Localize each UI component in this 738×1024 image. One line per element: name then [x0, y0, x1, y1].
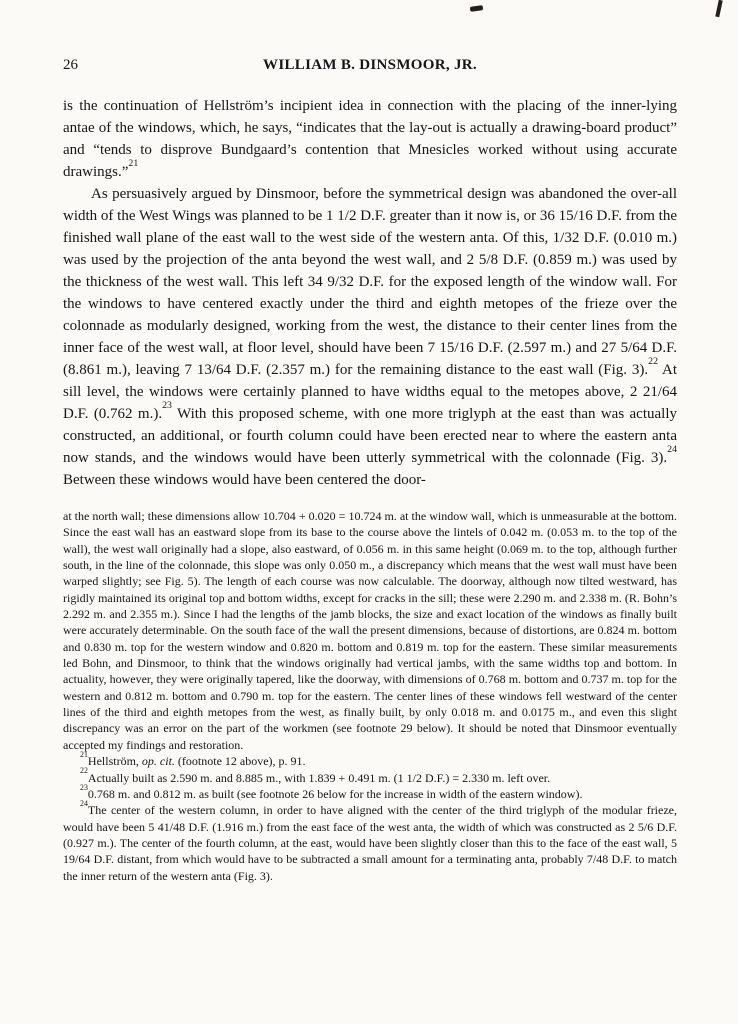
body-text: [63, 95, 677, 491]
footnote-ref: 21: [128, 157, 139, 169]
footnote-ref: 23: [162, 399, 172, 411]
footnote-ref: 24: [667, 443, 677, 455]
text-run: The center of the western column, in order to have aligned with the center of the third triglyph of the modular frieze, would have been 5 41/48 D.F. (1.916 m.) from the east face of the west anta, the width of which was constructed as 2 5/6 D.F. (0.927 m.). The center of the fourth column, at the east, would have been slightly closer than this to the face of the east wall, 5 19/64 D.F. distant, from which would have to be subtracted a small amount for a terminating anta, probably 7/48 D.F. to match the inner return of the western anta (Fig. 3).: [63, 803, 677, 883]
footnote-marker: 22: [80, 766, 88, 776]
running-title: WILLIAM B. DINSMOOR, JR.: [263, 57, 477, 73]
text-run: At sill level, the windows were certainly planned to have widths equal to the metopes above, 2 21/64 D.F. (0.762 m.).: [63, 362, 677, 422]
text-run: at the north wall; these dimensions allow 10.704 + 0.020 = 10.724 m. at the window wall, which is unmeasurable at the bottom. Since the east wall has an eastward slope from its base to the course above the lintels of 0.042 m. (0.053 m. to the top of the wall), the west wall originally had a slope, also eastward, of 0.056 m. in this same height (0.069 m. to the top, although further south, in the line of the colonnade, this slope was only 0.050 m., a discrepancy which means that the west wall must have been warped slightly; see Fig. 5). The length of each course was now calculable. The doorway, although now tilted westward, has rigidly maintained its original top and bottom widths, except for cracks in the sill; these were 2.290 m. and 2.338 m. (R. Bohn’s 2.292 m. and 2.355 m.). Since I had the lengths of the jamb blocks, the size and exact location of the windows as finally built were accurately determinable. On the south face of the wall the present dimensions, because of distortions, are 0.824 m. bottom and 0.830 m. top for the western window and 0.820 m. bottom and 0.819 m. top for the eastern. These similar measurements led Bohn, and Dinsmoor, to think that the windows originally had vertical jambs, with the same widths top and bottom. In actuality, however, they were originally tapered, like the doorway, with dimensions of 0.768 m. bottom and 0.737 m. top for the western and 0.812 m. bottom and 0.790 m. top for the eastern. The center lines of these windows fell westward of the center lines of the third and eighth metopes from the west, as finally built, by only 0.018 m. and 0.0175 m., and even this slight discrepancy was an error on the part of the workmen (see footnote 29 below). It should be noted that Dinsmoor eventually accepted my findings and restoration.: [63, 509, 677, 752]
page-number: 26: [63, 57, 78, 73]
footnote-marker: 24: [80, 798, 88, 808]
text-run: Hellström,: [87, 754, 142, 769]
footnote: [63, 749, 677, 769]
text-run: Actually built as 2.590 m. and 8.885 m., with 1.839 + 0.491 m. (1 1/2 D.F.) = 2.330 m. left over.: [87, 770, 551, 785]
footnote: [63, 782, 677, 802]
text-run: With this proposed scheme, with one more triglyph at the east than was actually constructed, an additional, or fourth column could have been erected near to where the eastern anta now stands, and the windows would have been utterly symmetrical with the colonnade (Fig. 3).: [63, 406, 677, 466]
body-paragraph: [63, 183, 677, 491]
footnote-marker: 23: [80, 782, 88, 792]
text-run: As persuasively argued by Dinsmoor, before the symmetrical design was abandoned the over-all width of the West Wings was planned to be 1 1/2 D.F. greater than it now is, or 36 15/16 D.F. from the finished wall plane of the east wall to the west side of the western anta. Of this, 1/32 D.F. (0.010 m.) was used by the projection of the anta beyond the west wall, and 2 5/8 D.F. (0.859 m.) was used by the thickness of the west wall. This left 34 9/32 D.F. for the exposed length of the window wall. For the windows to have centered exactly under the third and eighth metopes of the frieze over the colonnade as modularly designed, working from the west, the distance to their center lines from the inner face of the west wall, at floor level, should have been 7 15/16 D.F. (2.597 m.) and 27 5/64 D.F. (8.861 m.), leaving 7 13/64 D.F. (2.357 m.) for the remaining distance to the east wall (Fig. 3).: [63, 186, 677, 378]
footnote: [63, 766, 677, 786]
footnote: [63, 508, 677, 753]
body-paragraph: [63, 95, 677, 183]
text-run: is the continuation of Hellström’s incipient idea in connection with the placing of the inner-lying antae of the windows, which, he says, “indicates that the lay-out is actually a drawing-board product” and “tends to disprove Bundgaard’s contention that Mnesicles worked without using accurate drawings.”: [63, 98, 677, 180]
text-run: 0.768 m. and 0.812 m. as built (see footnote 26 below for the increase in width of the eastern window).: [87, 786, 583, 801]
italic-citation: op. cit.: [141, 754, 175, 769]
footnote: [63, 798, 677, 884]
footnotes-section: [63, 508, 677, 884]
text-run: Between these windows would have been centered the door-: [63, 472, 426, 488]
footnote-ref: 22: [648, 355, 658, 367]
scan-artifact: [715, 0, 722, 17]
scan-artifact: [470, 5, 484, 12]
text-run: (footnote 12 above), p. 91.: [174, 754, 306, 769]
footnote-marker: 21: [80, 749, 88, 759]
page-header: [63, 56, 677, 74]
